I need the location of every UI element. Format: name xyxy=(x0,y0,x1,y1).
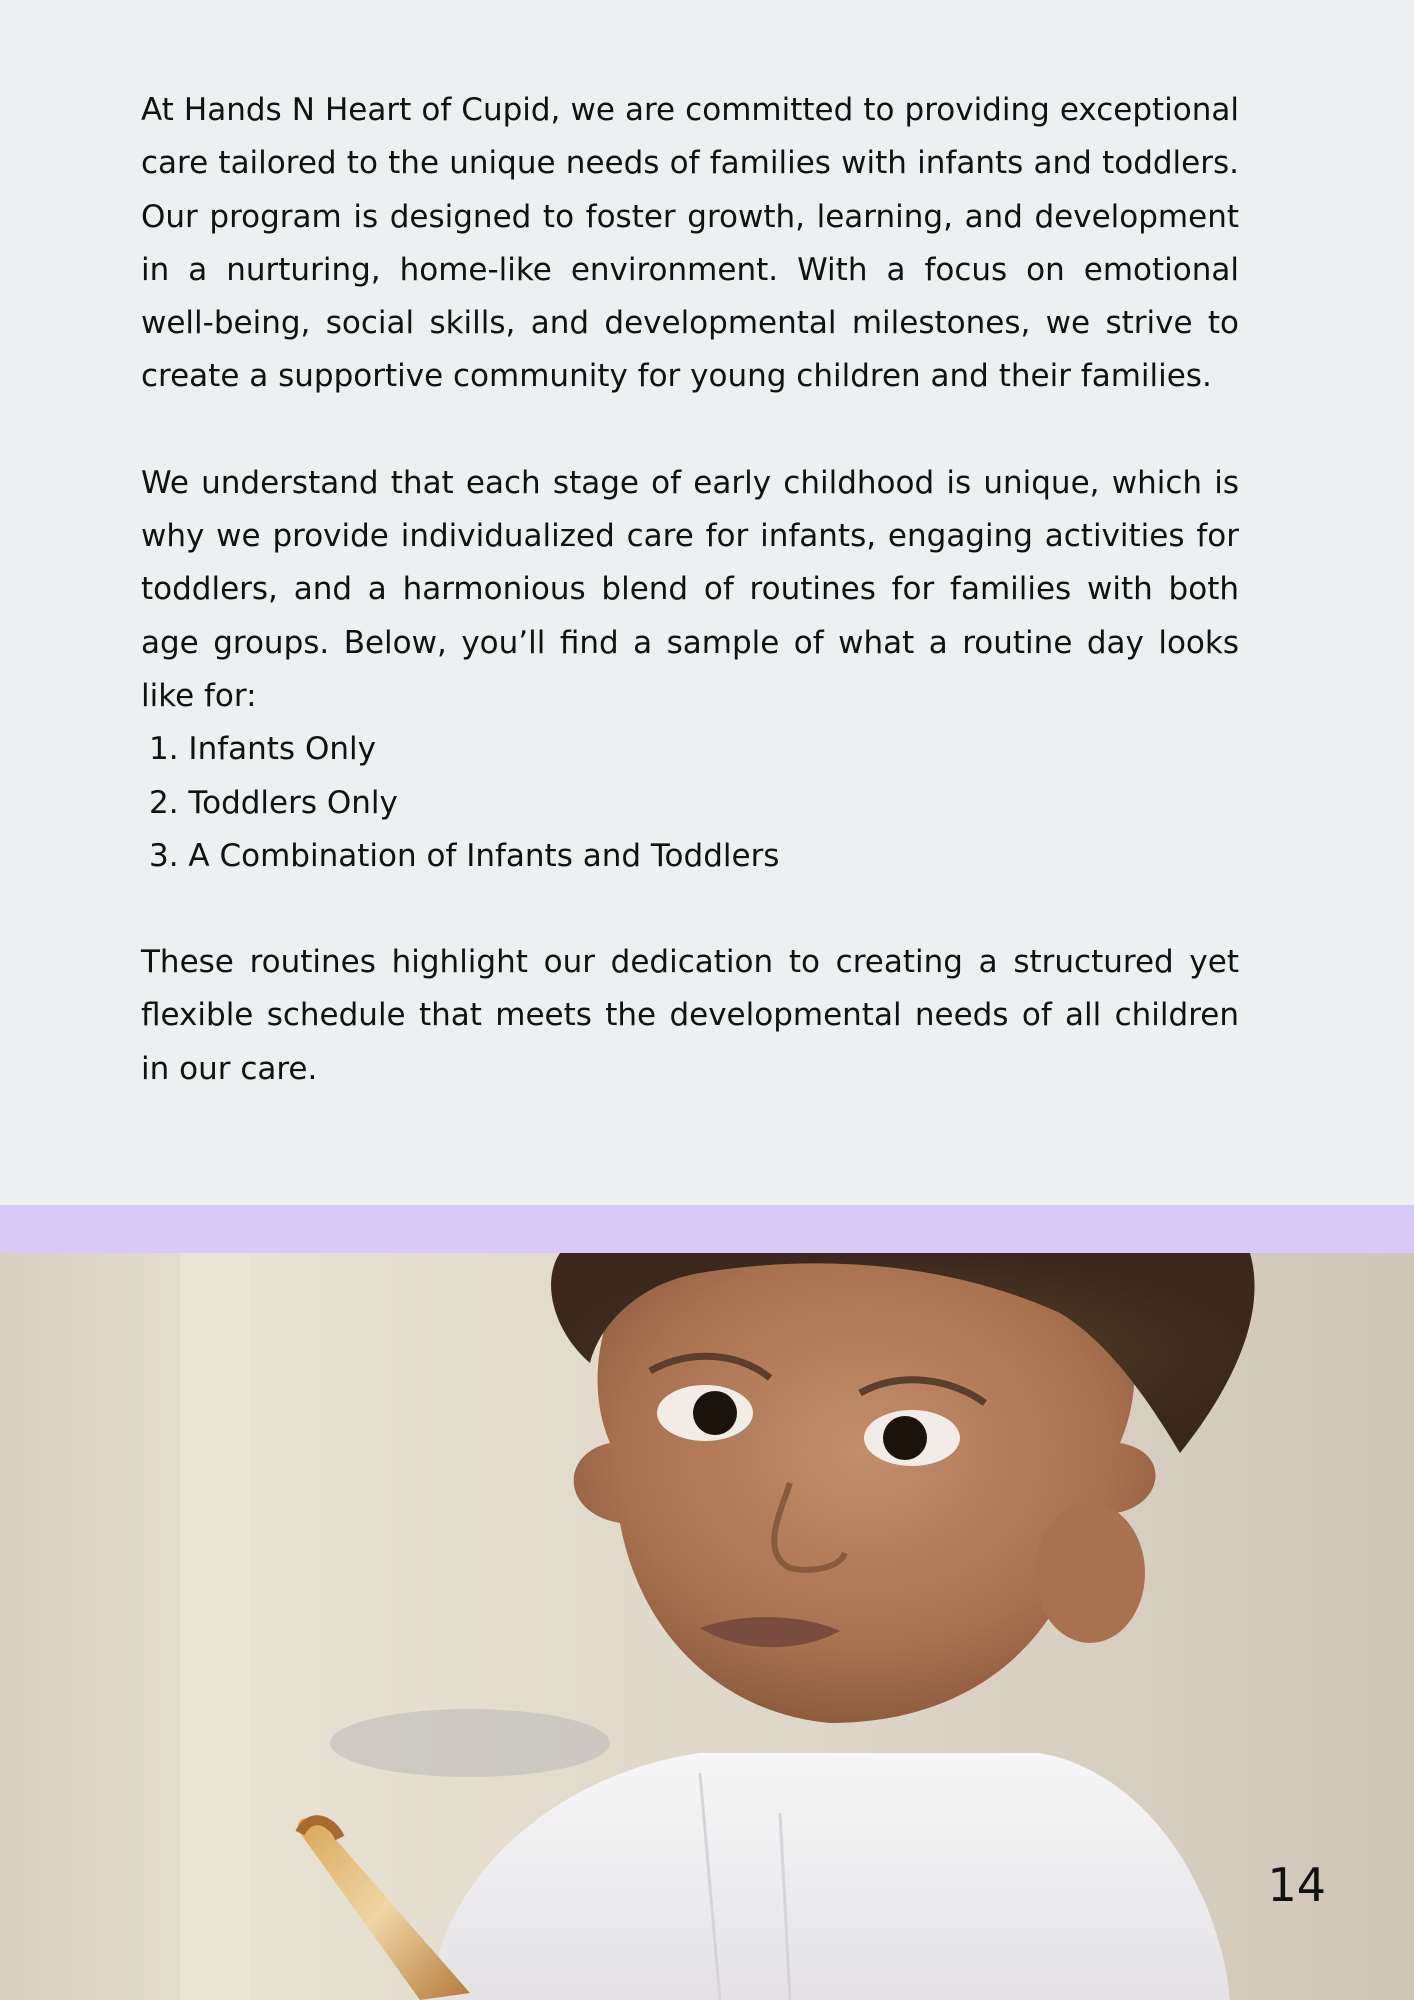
page-number: 14 xyxy=(1267,1858,1326,1912)
routine-intro xyxy=(141,457,1239,883)
intro-paragraph: At Hands N Heart of Cupid, we are committed to providing exceptional care tailored to the unique needs of families with infants and toddlers. Our program is designed to foster growth, learning, and development in a nurturing, home-like environment. With a focus on emotional well-being, social skills, and developmental milestones, we strive to create a supportive community for young children and their families. xyxy=(141,92,1239,395)
routine-intro-paragraph: We understand that each stage of early childhood is unique, which is why we provide individualized care for infants, engaging activities for toddlers, and a harmonious blend of routines for families with both age groups. Below, you’ll find a sample of what a routine day looks like for: xyxy=(141,464,1239,714)
accent-band xyxy=(0,1205,1414,1253)
routine-list xyxy=(141,723,1239,883)
list-item: 3. A Combination of Infants and Toddlers xyxy=(149,837,780,874)
body-text xyxy=(141,84,1239,1127)
toddler-photo xyxy=(0,1253,1414,2000)
closing-paragraph: These routines highlight our dedication to creating a structured yet flexible schedule that meets the developmental needs of all children in our care. xyxy=(141,944,1239,1087)
list-item: 1. Infants Only xyxy=(149,731,376,768)
list-item: 2. Toddlers Only xyxy=(149,784,398,821)
